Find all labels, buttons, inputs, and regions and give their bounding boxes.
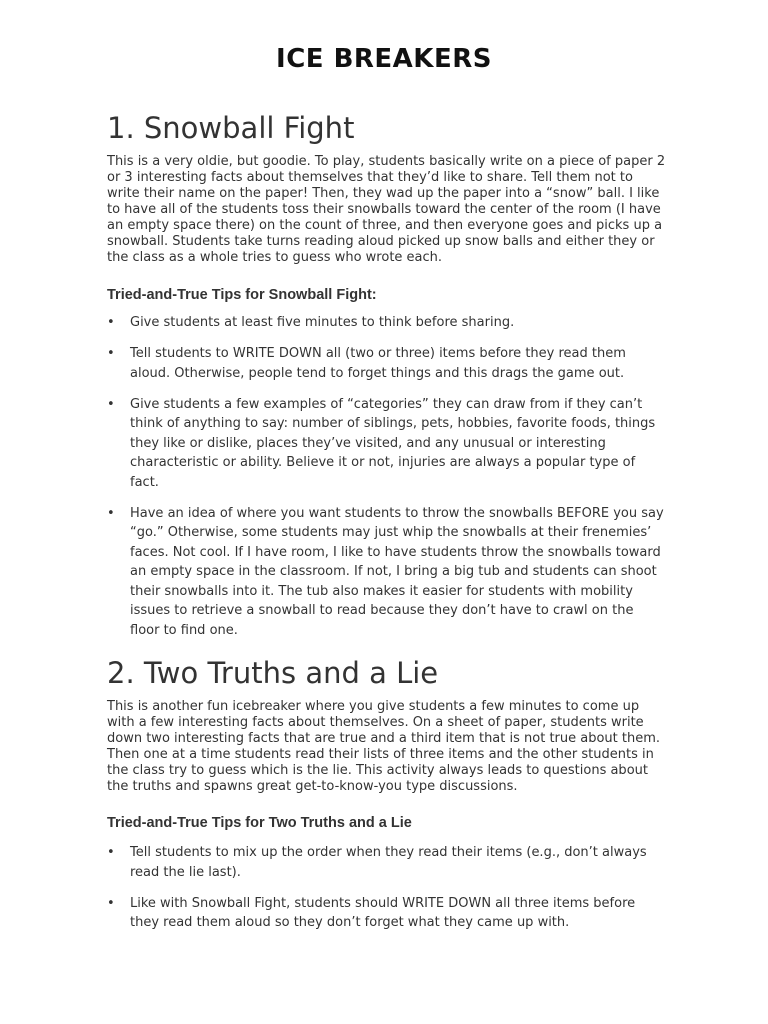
- tip-list-two-truths: [107, 843, 667, 944]
- list-item: • Like with Snowball Fight, students should WRITE DOWN all three items before they read them aloud so they don’t forget what they came up with.: [107, 894, 667, 933]
- document-title: ICE BREAKERS: [276, 44, 492, 74]
- list-item: • Give students at least five minutes to think before sharing.: [107, 313, 667, 333]
- list-item: • Give students a few examples of “categories” they can draw from if they can’t think of anything to say: number of siblings, pets, hobbies, favorite foods, things they like or dislike, places they’ve visited, and any unusual or interesting characteristic or ability. Believe it or not, injuries are always a popular type of fact.: [107, 395, 667, 493]
- section-heading-two-truths: 2. Two Truths and a Lie: [107, 656, 439, 690]
- tips-heading-snowball-fight: Tried-and-True Tips for Snowball Fight:: [107, 287, 377, 303]
- section-intro-two-truths: This is another fun icebreaker where you give students a few minutes to come up with a few interesting facts about themselves. On a sheet of paper, students write down two interesting facts that are true and a third item that is not true about them. Then one at a time students read their lists of three items and the other students in the class try to guess which is the lie. This activity always leads to questions about the truths and spawns great get-to-know-you type discussions.: [107, 699, 661, 794]
- list-item: • Have an idea of where you want students to throw the snowballs BEFORE you say “go.” Otherwise, some students may just whip the snowballs at their frenemies’ faces. Not cool. If I have room, I like to have students throw the snowballs toward an empty space in the classroom. If not, I bring a big tub and students can shoot their snowballs into it. The tub also makes it easier for students with mobility issues to retrieve a snowball to read because they don’t have to crawl on the floor to find one.: [107, 504, 667, 641]
- list-item: • Tell students to WRITE DOWN all (two or three) items before they read them aloud. Otherwise, people tend to forget things and this drags the game out.: [107, 344, 667, 383]
- section-heading-snowball-fight: 1. Snowball Fight: [107, 111, 355, 145]
- tip-list-snowball-fight: [107, 313, 667, 652]
- section-intro-snowball-fight: This is a very oldie, but goodie. To play, students basically write on a piece of paper 2 or 3 interesting facts about themselves that they’d like to share. Tell them not to write their name on the paper! Then, they wad up the paper into a “snow” ball. I like to have all of the students toss their snowballs toward the center of the room (I have an empty space there) on the count of three, and then everyone goes and picks up a snowball. Students take turns reading aloud picked up snow balls and either they or the class as a whole tries to guess who wrote each.: [107, 154, 666, 265]
- tips-heading-two-truths: Tried-and-True Tips for Two Truths and a Lie: [107, 815, 412, 831]
- list-item: • Tell students to mix up the order when they read their items (e.g., don’t always read the lie last).: [107, 843, 667, 882]
